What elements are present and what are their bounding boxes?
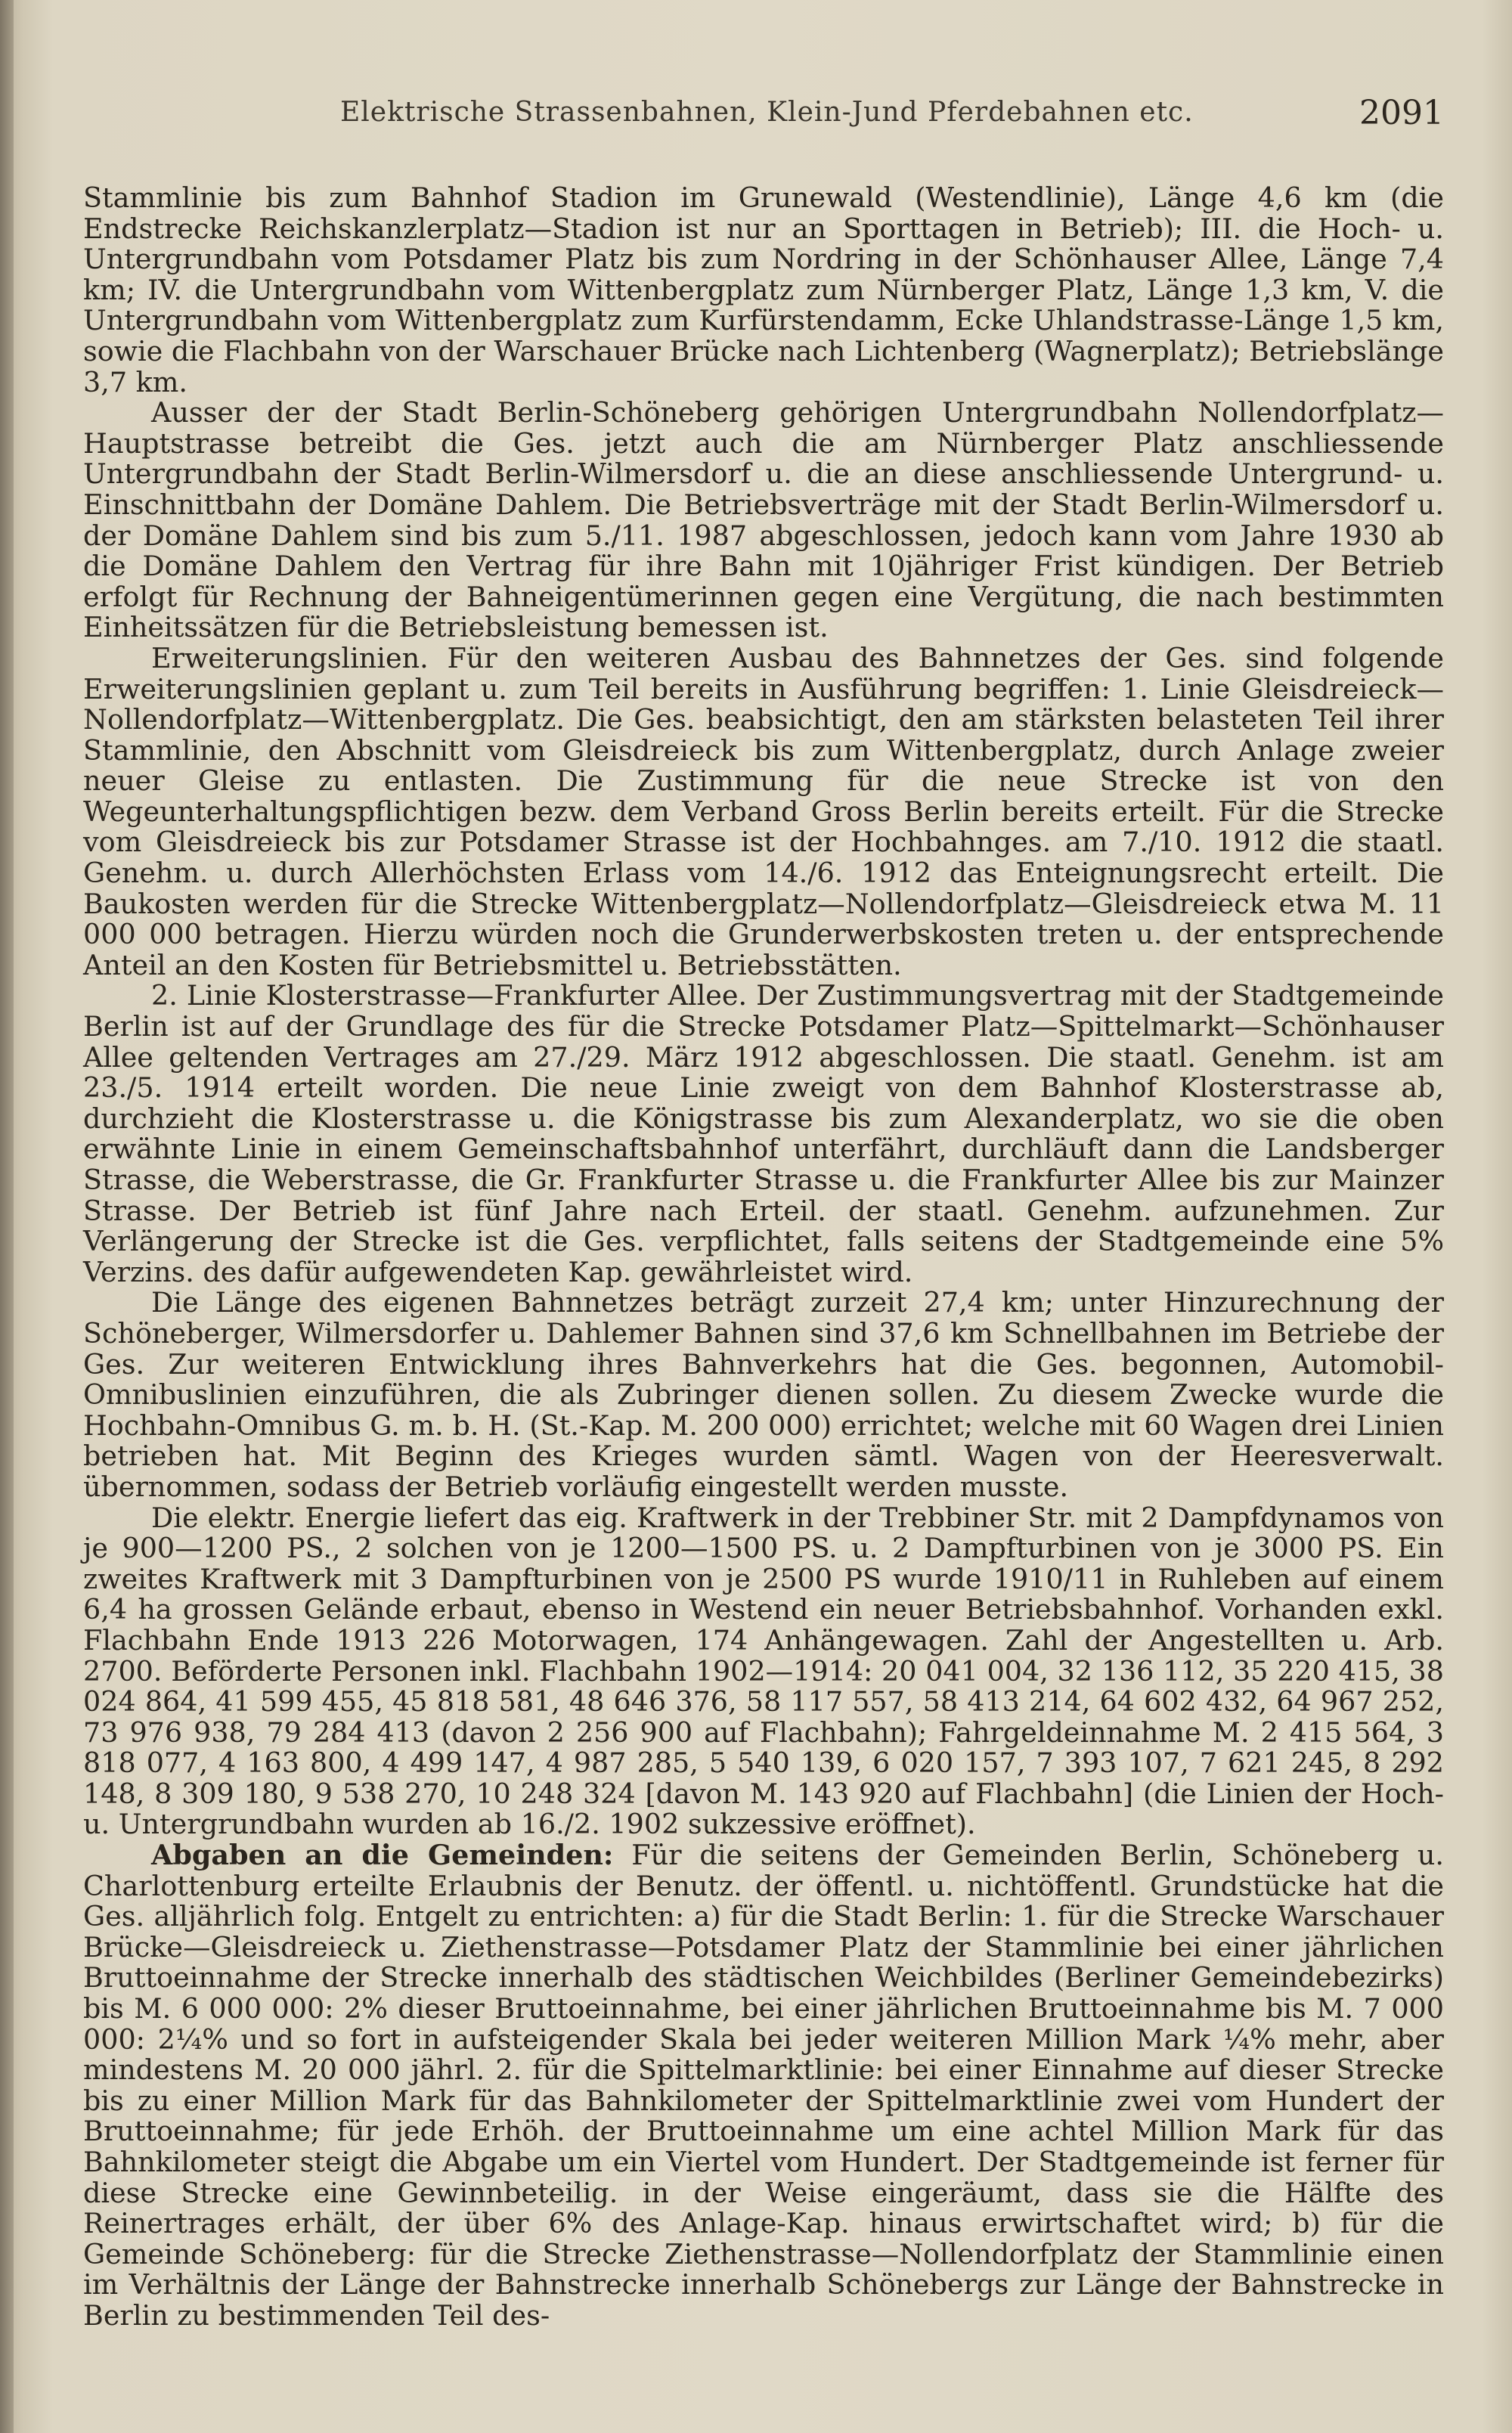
paragraph-3: Erweiterungslinien. Für den weiteren Ausbau des Bahnnetzes der Ges. sind folgende Erweiterungslinien geplant u. zum Teil bereits in Ausführung begriffen: 1. Linie Gleisdreieck—Nollendorfplatz—Wittenbergplatz. Die Ges. beabsichtigt, den am stärksten belasteten Teil ihrer Stammlinie, den Abschnitt vom Gleisdreieck bis zum Wittenbergplatz, durch Anlage zweier neuer Gleise zu entlasten. Die Zustimmung für die neue Strecke ist von den Wegeunterhaltungspflichtigen bezw. dem Verband Gross Berlin bereits erteilt. Für die Strecke vom Gleisdreieck bis zur Potsdamer Strasse ist der Hochbahnges. am 7./10. 1912 die staatl. Genehm. u. durch Allerhöchsten Erlass vom 14./6. 1912 das Enteignungsrecht erteilt. Die Baukosten werden für die Strecke Wittenbergplatz—Nollendorfplatz—Gleisdreieck etwa M. 11 000 000 betragen. Hierzu würden noch die Grunderwerbskosten treten u. der entsprechende Anteil an den Kosten für Betriebsmittel u. Betriebsstätten. [83, 641, 1444, 981]
paragraph-5: Die Länge des eigenen Bahnnetzes beträgt zurzeit 27,4 km; unter Hinzurechnung der Schöneberger, Wilmersdorfer u. Dahlemer Bahnen sind 37,6 km Schnellbahnen im Betriebe der Ges. Zur weiteren Entwicklung ihres Bahnverkehrs hat die Ges. begonnen, Automobil-Omnibuslinien einzuführen, die als Zubringer dienen sollen. Zu diesem Zwecke wurde die Hochbahn-Omnibus G. m. b. H. (St.-Kap. M. 200 000) errichtet; welche mit 60 Wagen drei Linien betrieben hat. Mit Beginn des Krieges wurden sämtl. Wagen von der Heeresverwalt. übernommen, sodass der Betrieb vorläufig eingestellt werden musste. [83, 1286, 1444, 1503]
running-head: Elektrische Strassenbahnen, Klein-Jund Pferdebahnen etc. [340, 97, 1194, 128]
section-heading: Abgaben an die Gemeinden: [151, 1839, 614, 1872]
page-number: 2091 [1359, 94, 1444, 132]
paragraph-1: Stammlinie bis zum Bahnhof Stadion im Grunewald (Westendlinie), Länge 4,6 km (die Endstrecke Reichskanzlerplatz—Stadion ist nur an Sporttagen in Betrieb); III. die Hoch- u. Untergrundbahn vom Potsdamer Platz bis zum Nordring in der Schönhauser Allee, Länge 7,4 km; IV. die Untergrundbahn vom Wittenbergplatz zum Nürnberger Platz, Länge 1,3 km, V. die Untergrundbahn vom Wittenbergplatz zum Kurfürstendamm, Ecke Uhlandstrasse-Länge 1,5 km, sowie die Flachbahn von der Warschauer Brücke nach Lichtenberg (Wagnerplatz); Betriebslänge 3,7 km. [83, 181, 1444, 398]
book-spine-shadow [0, 0, 14, 2433]
paragraph-6: Die elektr. Energie liefert das eig. Kraftwerk in der Trebbiner Str. mit 2 Dampfdynamos von je 900—1200 PS., 2 solchen von je 1200—1500 PS. u. 2 Dampfturbinen von je 3000 PS. Ein zweites Kraftwerk mit 3 Dampfturbinen von je 2500 PS wurde 1910/11 in Ruhleben auf einem 6,4 ha grossen Gelände erbaut, ebenso in Westend ein neuer Betriebsbahnhof. Vorhanden exkl. Flachbahn Ende 1913 226 Motorwagen, 174 Anhängewagen. Zahl der Angestellten u. Arb. 2700. Beförderte Personen inkl. Flachbahn 1902—1914: 20 041 004, 32 136 112, 35 220 415, 38 024 864, 41 599 455, 45 818 581, 48 646 376, 58 117 557, 58 413 214, 64 602 432, 64 967 252, 73 976 938, 79 284 413 (davon 2 256 900 auf Flachbahn); Fahrgeldeinnahme M. 2 415 564, 3 818 077, 4 163 800, 4 499 147, 4 987 285, 5 540 139, 6 020 157, 7 393 107, 7 621 245, 8 292 148, 8 309 180, 9 538 270, 10 248 324 [davon M. 143 920 auf Flachbahn] (die Linien der Hoch- u. Untergrundbahn wurden ab 16./2. 1902 sukzessive eröffnet). [83, 1501, 1444, 1841]
paragraph-7-text: Für die seitens der Gemeinden Berlin, Schöneberg u. Charlottenburg erteilte Erlaubnis der Benutz. der öffentl. u. nichtöffentl. Grundstücke hat die Ges. alljährlich folg. Entgelt zu entrichten: a) für die Stadt Berlin: 1. für die Strecke Warschauer Brücke—Gleisdreieck u. Ziethenstrasse—Potsdamer Platz der Stammlinie bei einer jährlichen Bruttoeinnahme der Strecke innerhalb des städtischen Weichbildes (Berliner Gemeindebezirks) bis M. 6 000 000: 2% dieser Bruttoeinnahme, bei einer jährlichen Bruttoeinnahme bis M. 7 000 000: 2¼% und so fort in aufsteigender Skala bei jeder weiteren Million Mark ¼% mehr, aber mindestens M. 20 000 jährl. 2. für die Spittelmarktlinie: bei einer Einnahme auf dieser Strecke bis zu einer Million Mark für das Bahnkilometer der Spittelmarktlinie zwei vom Hundert der Bruttoeinnahme; für jede Erhöh. der Bruttoeinnahme um eine achtel Million Mark für das Bahnkilometer steigt die Abgabe um ein Viertel vom Hundert. Der Stadtgemeinde ist ferner für diese Strecke eine Gewinnbeteilig. in der Weise eingeräumt, dass sie die Hälfte des Reinertrages erhält, der über 6% des Anlage-Kap. hinaus erwirtschaftet wird; b) für die Gemeinde Schöneberg: für die Strecke Ziethenstrasse—Nollendorfplatz der Stammlinie einen im Verhältnis der Länge der Bahnstrecke innerhalb Schönebergs zur Länge der Bahnstrecke in Berlin zu bestimmenden Teil des- [83, 1839, 1445, 2332]
paragraph-4: 2. Linie Klosterstrasse—Frankfurter Allee. Der Zustimmungsvertrag mit der Stadtgemeinde Berlin ist auf der Grundlage des für die Strecke Potsdamer Platz—Spittelmarkt—Schönhauser Allee geltenden Vertrages am 27./29. März 1912 abgeschlossen. Die staatl. Genehm. ist am 23./5. 1914 erteilt worden. Die neue Linie zweigt von dem Bahnhof Klosterstrasse ab, durchzieht die Klosterstrasse u. die Königstrasse bis zum Alexanderplatz, wo sie die oben erwähnte Linie in einem Gemeinschaftsbahnhof unterfährt, durchläuft dann die Landsberger Strasse, die Weberstrasse, die Gr. Frankfurter Strasse u. die Frankfurter Allee bis zur Mainzer Strasse. Der Betrieb ist fünf Jahre nach Erteil. der staatl. Genehm. aufzunehmen. Zur Verlängerung der Strecke ist die Ges. verpflichtet, falls seitens der Stadtgemeinde eine 5% Verzins. des dafür aufgewendeten Kap. gewährleistet wird. [83, 979, 1444, 1288]
page-header [340, 94, 1444, 142]
paragraph-7 [83, 1840, 1444, 2332]
body-text [83, 183, 1444, 2332]
paragraph-2: Ausser der der Stadt Berlin-Schöneberg gehörigen Untergrundbahn Nollendorfplatz—Hauptstrasse betreibt die Ges. jetzt auch die am Nürnberger Platz anschliessende Untergrundbahn der Stadt Berlin-Wilmersdorf u. die an diese anschliessende Untergrund- u. Einschnittbahn der Domäne Dahlem. Die Betriebsverträge mit der Stadt Berlin-Wilmersdorf u. der Domäne Dahlem sind bis zum 5./11. 1987 abgeschlossen, jedoch kann vom Jahre 1930 ab die Domäne Dahlem den Vertrag für ihre Bahn mit 10jähriger Frist kündigen. Der Betrieb erfolgt für Rechnung der Bahneigentümerinnen gegen eine Vergütung, die nach bestimmten Einheitssätzen für die Betriebsleistung bemessen ist. [83, 396, 1444, 644]
